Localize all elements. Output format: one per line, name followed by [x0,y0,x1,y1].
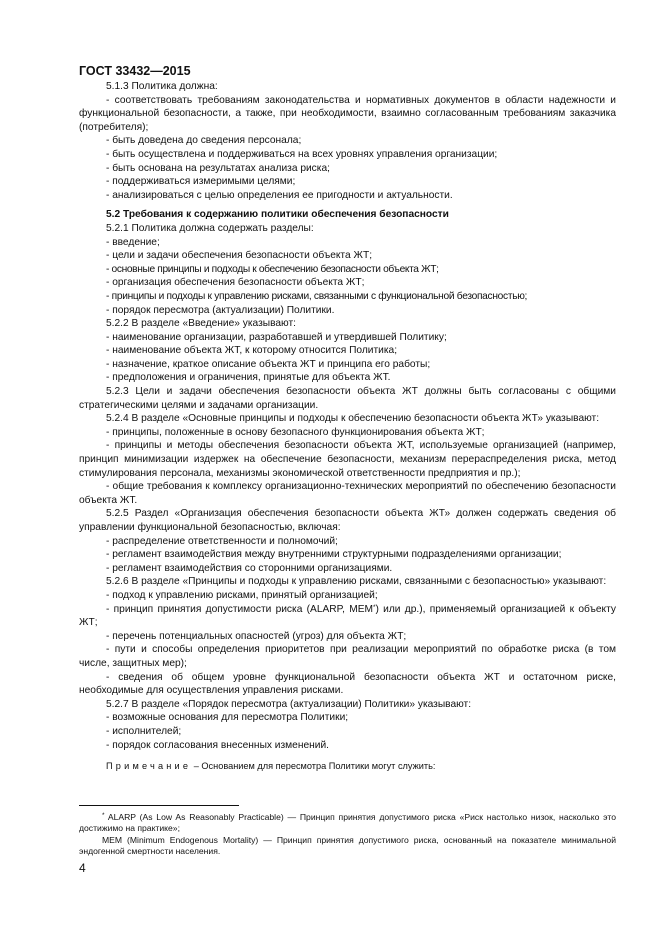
note-text: – Основанием для пересмотра Политики могут служить: [193,761,436,772]
list-item: - быть осуществлена и поддерживаться на всех уровнях управления организации; [106,148,498,160]
list-item: - основные принципы и подходы к обеспечению безопасности объекта ЖТ; [106,263,439,275]
list-item: - организация обеспечения безопасности объекта ЖТ; [106,277,365,289]
list-item: - введение; [106,236,160,248]
note-label: Примечание [106,761,192,772]
clause-5-2-5: 5.2.5 Раздел «Организация обеспечения безопасности объекта ЖТ» должен содержать сведения об управлении функциональной безопасностью, включая: [79,508,616,533]
clause-5-2-3: 5.2.3 Цели и задачи обеспечения безопасности объекта ЖТ должны быть согласованы с общими стратегическими целями и задачами организации. [79,386,616,411]
footnote-alarp [79,812,616,835]
list-item: - распределение ответственности и полномочий; [106,535,338,547]
list-item: - регламент взаимодействия между внутренними структурными подразделениями организации; [106,549,562,561]
footnote-marker: * [372,603,376,611]
list-item: - предположения и ограничения, принятые для объекта ЖТ. [106,372,391,384]
clause-5-1-3: 5.1.3 Политика должна: [106,81,218,92]
document-header: ГОСТ 33432—2015 [79,64,191,78]
list-item: - возможные основания для пересмотра Политики; [106,712,349,724]
clause-5-2-7: 5.2.7 В разделе «Порядок пересмотра (актуализации) Политики» указывают: [106,698,472,710]
clause-5-2-2: 5.2.2 В разделе «Введение» указывают: [106,318,296,330]
section-heading-5-2: 5.2 Требования к содержанию политики обеспечения безопасности [106,209,449,221]
list-item: - порядок пересмотра (актуализации) Политики. [106,304,335,316]
list-item: - наименование организации, разработавшей и утвердившей Политику; [106,331,447,343]
note [79,760,616,774]
page-number: 4 [79,861,86,875]
list-item: - цели и задачи обеспечения безопасности объекта ЖТ; [106,250,373,262]
list-item-alarp-start: - принцип принятия допустимости риска (ALARP, MEM [106,603,373,615]
list-item: - принципы, положенные в основу безопасного функционирования объекта ЖТ; [106,426,485,438]
list-item: - принципы и подходы к управлению рисками, связанными с функциональной безопасностью; [106,290,528,302]
list-item: - порядок согласования внесенных изменений. [106,739,329,751]
list-item: - исполнителей; [106,725,182,737]
list-item: - общие требования к комплексу организационно-технических мероприятий по обеспечению безопасности объекта ЖТ. [79,481,616,506]
list-item: - поддерживаться измеримыми целями; [106,176,296,188]
list-item: - перечень потенциальных опасностей (угроз) для объекта ЖТ; [106,630,407,642]
list-item: - соответствовать требованиям законодательства и нормативных документов в области надежности и функциональной безопасности, а также, при необходимости, взаимно согласованным требованиям заказчика (потребителя); [79,94,616,133]
list-item: - быть доведена до сведения персонала; [106,135,302,147]
footnotes [79,812,616,858]
list-item: - принципы и методы обеспечения безопасности объекта ЖТ, используемые организацией (например, принцип минимизации издержек на обеспечение безопасности, механизм перераспределения риска, метод стимулирования персонала, механизмы экономической ответственности предприятия и пр.); [79,440,616,479]
list-item: - сведения об общем уровне функциональной безопасности объекта ЖТ и остаточном риске, необходимые для осуществления управления рисками. [79,671,616,697]
clause-5-2-1: 5.2.1 Политика должна содержать разделы: [106,222,314,234]
footnote-marker: * [102,812,105,819]
list-item: - регламент взаимодействия со сторонними организациями. [106,562,393,574]
clause-5-2-6: 5.2.6 В разделе «Принципы и подходы к управлению рисками, связанными с безопасностью» указывают: [106,576,607,588]
list-item-alarp-end: ) или др.), применяемый организацией к объекту ЖТ; [79,603,616,629]
list-item: - пути и способы определения приоритетов при реализации мероприятий по обработке риска (в том числе, защитных мер); [79,644,616,669]
footnote-alarp-text: ALARP (As Low As Reasonably Practicable) — Принцип принятия допустимого риска «Риск настолько низок, насколько это достижимо на практике»; [79,812,616,834]
list-item: - подход к управлению рисками, принятый организацией; [106,589,378,601]
clause-5-2-4: 5.2.4 В разделе «Основные принципы и подходы к обеспечению безопасности объекта ЖТ» указывают: [106,413,600,425]
list-item-alarp [79,603,616,630]
list-item: - быть основана на результатах анализа риска; [106,162,330,174]
document-body [79,80,616,774]
list-item: - наименование объекта ЖТ, к которому относится Политика; [106,345,398,357]
footnote-separator [79,805,239,806]
footnote-mem: MEM (Minimum Endogenous Mortality) — Принцип принятия допустимого риска, основанный на показателе минимальной эндогенной смертности населения. [79,834,616,857]
list-item: - назначение, краткое описание объекта ЖТ и принципа его работы; [106,358,431,370]
list-item: - анализироваться с целью определения ее пригодности и актуальности. [106,189,453,201]
